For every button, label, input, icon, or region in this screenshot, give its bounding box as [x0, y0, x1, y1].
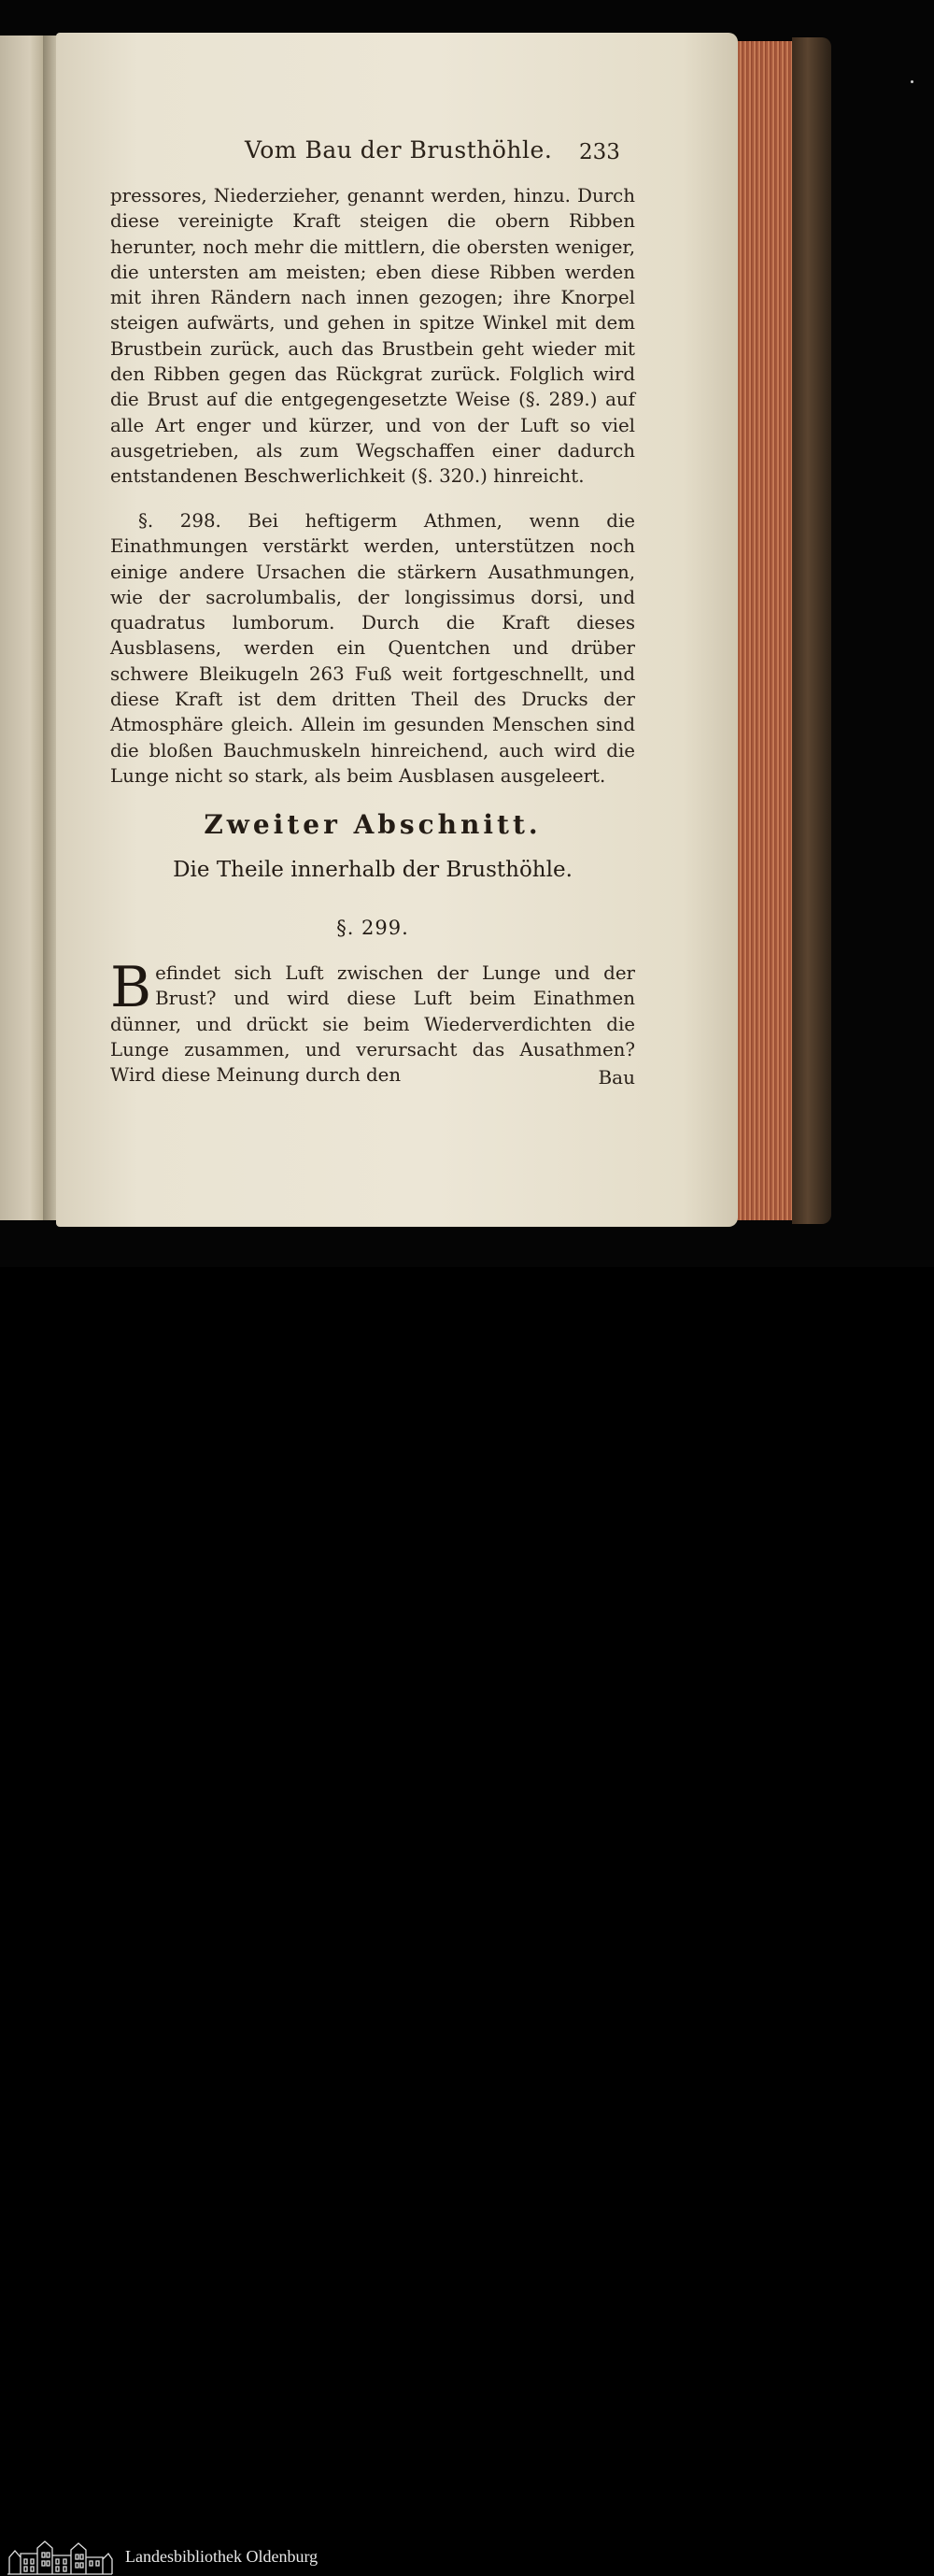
section-heading: Zweiter Abschnitt.	[204, 809, 542, 840]
footer-bar	[0, 1267, 934, 2566]
page-number: 233	[579, 140, 620, 164]
drop-cap: B	[110, 955, 152, 1020]
paragraph-2: §. 298. Bei heftigerm Athmen, wenn die Einathmungen verstärkt werden, unterstützen noch einige andere Ursachen die stärkern Ausathmungen, wie der sacrolumbalis, der longissimus dorsi, und quadratus lumborum. Durch die Kraft dieses Ausblasens, werden ein Quentchen und drüber schwere Bleikugeln 263 Fuß weit fortgeschnellt, und diese Kraft ist dem dritten Theil des Drucks der Atmosphäre gleich. Allein im gesunden Menschen sind die bloßen Bauchmuskeln hinreichend, auch wird die Lunge nicht so stark, als beim Ausblasen ausgeleert.	[110, 510, 635, 787]
scanned-book-spread	[0, 0, 934, 1267]
paragraph-3-text: efindet sich Luft zwischen der Lunge und der Brust? und wird diese Luft beim Einathmen dünner, und drückt sie beim Wiederverdichten die Lunge zusammen, und verursacht das Ausathmen? Wird diese Meinung durch den	[110, 962, 635, 1087]
section-subheading: Die Theile innerhalb der Brusthöhle.	[173, 858, 573, 882]
catchword: Bau	[598, 1066, 635, 1089]
section-number: §. 299.	[336, 917, 409, 939]
library-name: Landesbibliothek Oldenburg	[125, 2547, 318, 2566]
paragraph-1: pressores, Niederzieher, genannt werden, hinzu. Durch diese vereinigte Kraft steigen die obern Ribben herunter, noch mehr die mittlern, die obersten weniger, die untersten am meisten; eben diese Ribben werden mit ihren Rändern nach innen gezogen; ihre Knorpel steigen aufwärts, und gehen in spitze Winkel mit dem Brustbein zurück, auch das Brustbein geht wieder mit den Ribben gegen das Rückgrat zurück. Folglich wird die Brust auf die entgegengesetzte Weise (§. 289.) auf alle Art enger und kürzer, und von der Luft so viel ausgetrieben, als zum Wegschaffen einer dadurch entstandenen Beschwerlichkeit (§. 320.) hinreicht.	[110, 185, 635, 488]
dust-speck	[911, 80, 913, 83]
book-cover-board	[792, 37, 831, 1224]
running-head: Vom Bau der Brusthöhle.	[245, 136, 553, 164]
library-building-icon[interactable]	[6, 2539, 114, 2576]
